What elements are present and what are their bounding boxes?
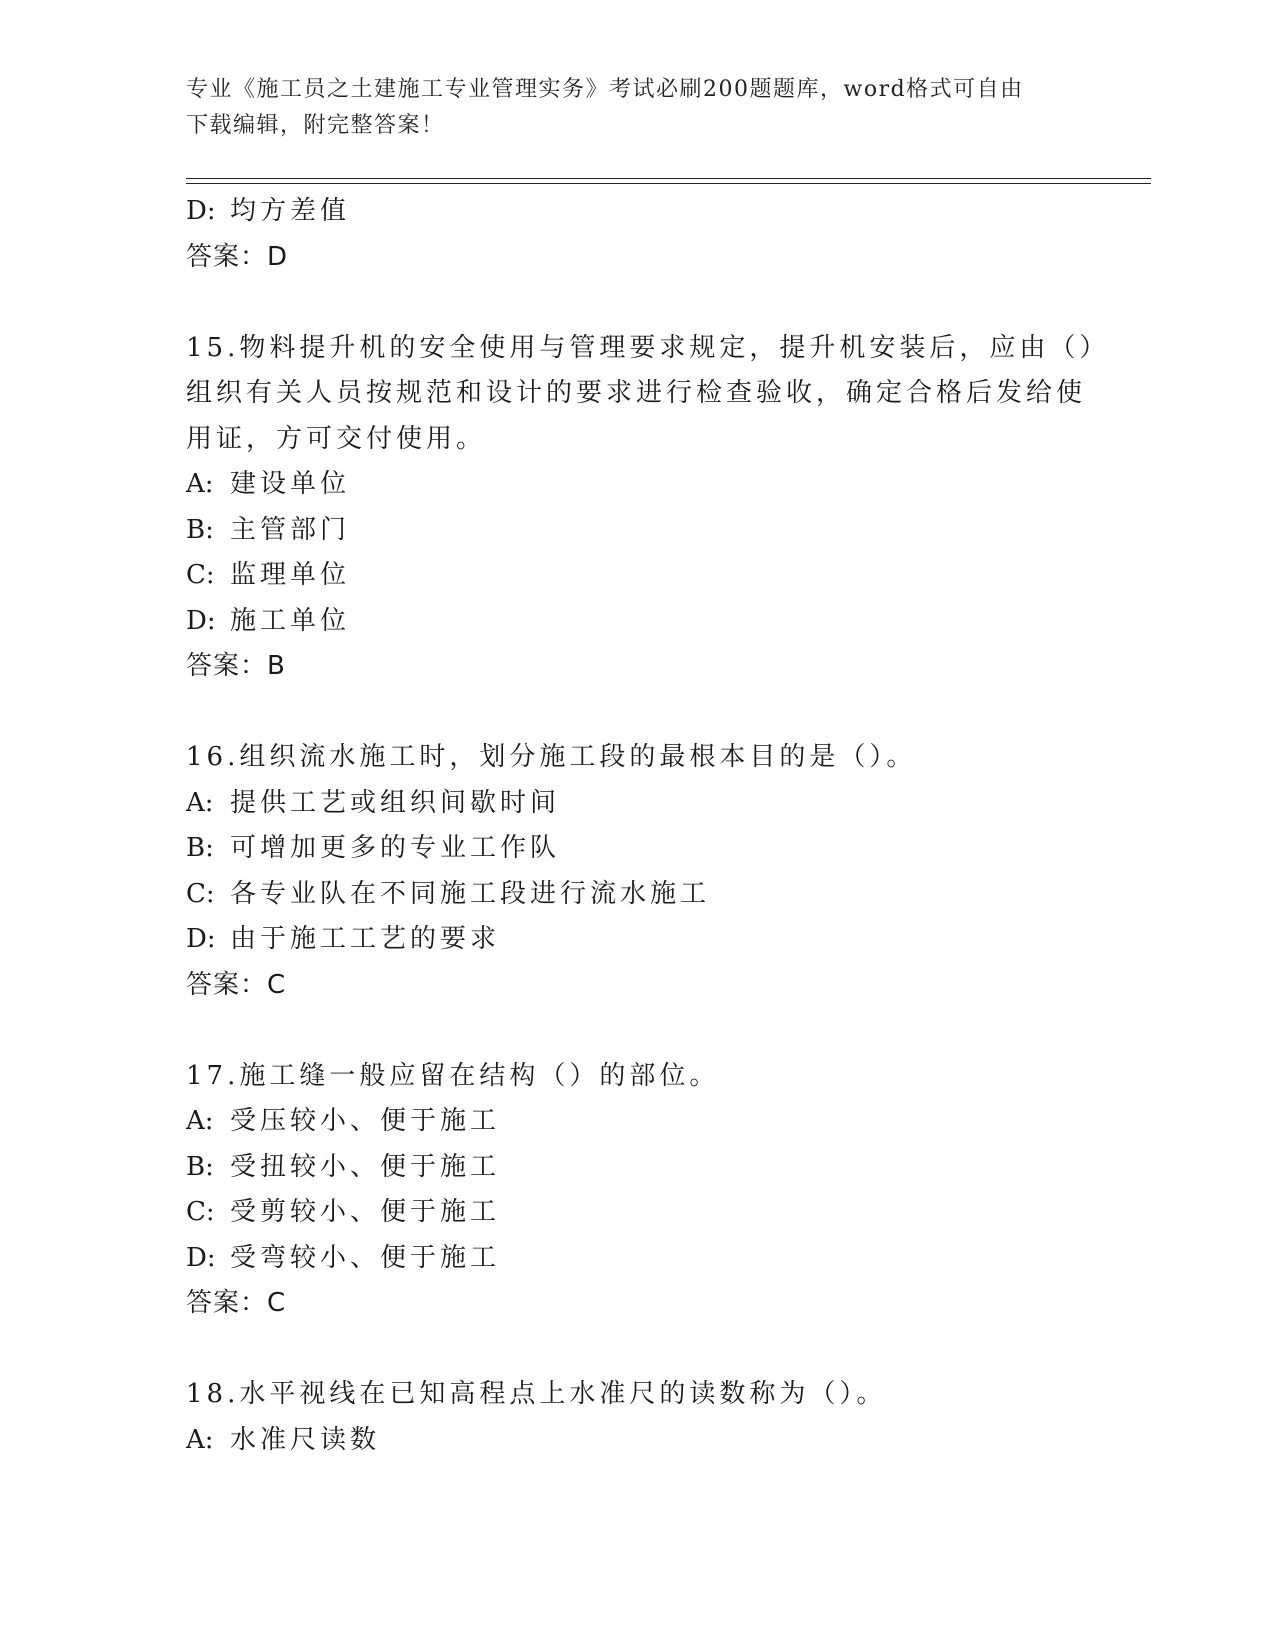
option-text: 均方差值 [230, 196, 351, 226]
option-text: 可增加更多的专业工作队 [230, 833, 561, 863]
option-key: D: [186, 196, 216, 226]
question-list [186, 189, 1110, 1463]
question-17-option-c [186, 1190, 1066, 1236]
question-17-option-a [186, 1099, 1066, 1145]
header-divider-bottom [186, 183, 1151, 184]
question-16-option-d [186, 917, 1066, 963]
question-17-answer: 答案：C [186, 1288, 287, 1318]
question-15-option-c [186, 553, 1066, 599]
option-key: B: [186, 833, 214, 863]
question-16-answer: 答案：C [186, 969, 287, 1000]
option-text: 施工单位 [230, 605, 351, 636]
question-17-text-line-1: 17.施工缝一般应留在结构（）的部位。 [186, 1060, 720, 1091]
prev-answer: 答案：D [186, 241, 289, 272]
question-16-option-c [186, 872, 1066, 918]
option-text: 受压较小、便于施工 [230, 1106, 501, 1136]
question-15-option-a [186, 462, 1066, 508]
question-15-text-line-1: 15.物料提升机的安全使用与管理要求规定，提升机安装后，应由（） [186, 332, 1110, 363]
question-15-text-line-3: 用证，方可交付使用。 [186, 423, 487, 454]
option-text: 主管部门 [230, 514, 351, 545]
header-line-2: 下载编辑，附完整答案！ [186, 113, 445, 138]
option-text: 受扭较小、便于施工 [230, 1151, 501, 1182]
option-text: 受弯较小、便于施工 [230, 1242, 501, 1273]
question-18-text-line-1: 18.水平视线在已知高程点上水准尺的读数称为（）。 [186, 1379, 887, 1409]
document-header [186, 72, 1066, 144]
option-key: C: [186, 560, 215, 590]
option-key: A: [186, 1106, 214, 1136]
spacer [186, 280, 1066, 326]
question-18-option-a [186, 1418, 1066, 1464]
option-text: 监理单位 [230, 560, 351, 590]
option-key: A: [186, 787, 214, 818]
option-key: D: [186, 1242, 216, 1273]
option-text: 由于施工工艺的要求 [230, 924, 501, 954]
option-text: 水准尺读数 [230, 1424, 381, 1455]
option-text: 受剪较小、便于施工 [230, 1197, 501, 1227]
option-key: A: [186, 469, 214, 499]
question-17-option-d [186, 1236, 1066, 1282]
question-15-text-line-2: 组织有关人员按规范和设计的要求进行检查验收，确定合格后发给使 [186, 378, 1087, 408]
question-16-option-b [186, 826, 1066, 872]
question-16-option-a [186, 781, 1066, 827]
question-15-option-d [186, 599, 1066, 645]
question-16-text-line-1: 16.组织流水施工时，划分施工段的最根本目的是（）。 [186, 742, 917, 772]
question-17-option-b [186, 1145, 1066, 1191]
header-divider-top [186, 178, 1151, 179]
option-key: C: [186, 1197, 215, 1227]
option-key: D: [186, 924, 216, 954]
option-text: 提供工艺或组织间歇时间 [230, 787, 561, 818]
header-line-1: 专业《施工员之土建施工专业管理实务》考试必刷200题题库，word格式可自由 [186, 77, 1024, 102]
option-key: B: [186, 1151, 214, 1182]
option-text: 各专业队在不同施工段进行流水施工 [230, 878, 711, 909]
option-key: A: [186, 1424, 214, 1455]
spacer [186, 690, 1066, 736]
question-15-answer: 答案：B [186, 651, 286, 681]
spacer [186, 1327, 1066, 1373]
option-text: 建设单位 [230, 469, 351, 499]
prev-option-d [186, 189, 1066, 235]
question-15-option-b [186, 508, 1066, 554]
option-key: D: [186, 605, 216, 636]
option-key: B: [186, 514, 214, 545]
option-key: C: [186, 878, 215, 909]
spacer [186, 1008, 1066, 1054]
